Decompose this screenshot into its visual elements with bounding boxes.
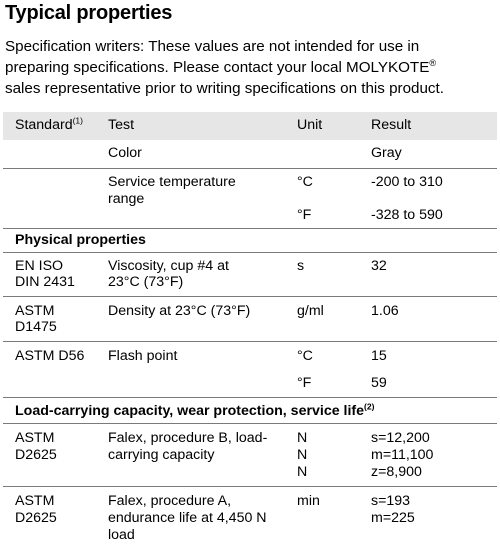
section-physical-properties: Physical properties [15, 232, 146, 248]
header-standard-label: Standard [15, 117, 73, 133]
intro-line-1: Specification writers: These values are not intended for use in [5, 38, 420, 55]
registered-mark: ® [429, 57, 437, 68]
falex-a-standard-line2: D2625 [15, 510, 57, 526]
intro-line-2 [5, 57, 499, 78]
flash-standard: ASTM D56 [15, 348, 85, 364]
falex-b-unit-2: N [297, 447, 308, 463]
page-title: Typical properties [5, 2, 173, 24]
intro-line-3: sales representative prior to writing specifications on this product. [5, 80, 444, 97]
falex-a-test-line1: Falex, procedure A, [108, 493, 232, 509]
row-divider [3, 397, 497, 398]
density-standard-line1: ASTM [15, 303, 55, 319]
viscosity-standard-line2: DIN 2431 [15, 274, 75, 290]
falex-b-standard-line2: D2625 [15, 447, 57, 463]
row-divider [3, 252, 497, 253]
header-result: Result [371, 117, 412, 133]
intro-paragraph [5, 36, 499, 99]
flash-unit-c: °C [297, 348, 313, 364]
falex-b-test-line1: Falex, procedure B, load- [108, 430, 268, 446]
falex-b-unit-3: N [297, 464, 308, 480]
header-test: Test [108, 117, 135, 133]
falex-b-standard-line1: ASTM [15, 430, 55, 446]
density-test: Density at 23°C (73°F) [108, 303, 251, 319]
service-test-line1: Service temperature [108, 174, 236, 190]
row-divider [3, 341, 497, 342]
row-divider [3, 486, 497, 487]
service-result-c: -200 to 310 [371, 174, 443, 190]
section-load-carrying [15, 403, 374, 420]
row-divider [3, 296, 497, 297]
flash-unit-f: °F [297, 375, 312, 391]
section-load-carrying-label: Load-carrying capacity, wear protection, service life [15, 403, 365, 419]
intro-line-2-text: preparing specifications. Please contact your local MOLYKOTE [5, 59, 430, 76]
flash-test: Flash point [108, 348, 178, 364]
color-result: Gray [371, 145, 402, 161]
density-unit: g/ml [297, 303, 324, 319]
viscosity-unit: s [297, 258, 305, 274]
section-load-footnote: (2) [364, 401, 375, 412]
service-unit-f: °F [297, 207, 312, 223]
header-standard-footnote: (1) [72, 115, 83, 126]
falex-a-result-1: s=193 [371, 493, 411, 509]
viscosity-standard-line1: EN ISO [15, 258, 64, 274]
falex-b-unit-1: N [297, 430, 308, 446]
row-divider [3, 168, 497, 169]
color-test: Color [108, 145, 142, 161]
viscosity-result: 32 [371, 258, 387, 274]
falex-b-test-line2: carrying capacity [108, 447, 215, 463]
flash-result-f: 59 [371, 375, 387, 391]
falex-a-unit: min [297, 493, 320, 509]
falex-b-result-3: z=8,900 [371, 464, 422, 480]
header-unit: Unit [297, 117, 323, 133]
service-result-f: -328 to 590 [371, 207, 443, 223]
service-test-line2: range [108, 191, 145, 207]
falex-a-test-line3: load [108, 527, 135, 543]
density-standard-line2: D1475 [15, 319, 57, 335]
falex-a-test-line2: endurance life at 4,450 N [108, 510, 267, 526]
falex-b-result-1: s=12,200 [371, 430, 430, 446]
row-divider [3, 423, 497, 424]
viscosity-test-line2: 23°C (73°F) [108, 274, 184, 290]
header-standard [15, 117, 83, 134]
row-divider [3, 228, 497, 229]
falex-a-standard-line1: ASTM [15, 493, 55, 509]
service-unit-c: °C [297, 174, 313, 190]
viscosity-test-line1: Viscosity, cup #4 at [108, 258, 229, 274]
flash-result-c: 15 [371, 348, 387, 364]
density-result: 1.06 [371, 303, 399, 319]
falex-b-result-2: m=11,100 [371, 447, 434, 463]
falex-a-result-2: m=225 [371, 510, 415, 526]
